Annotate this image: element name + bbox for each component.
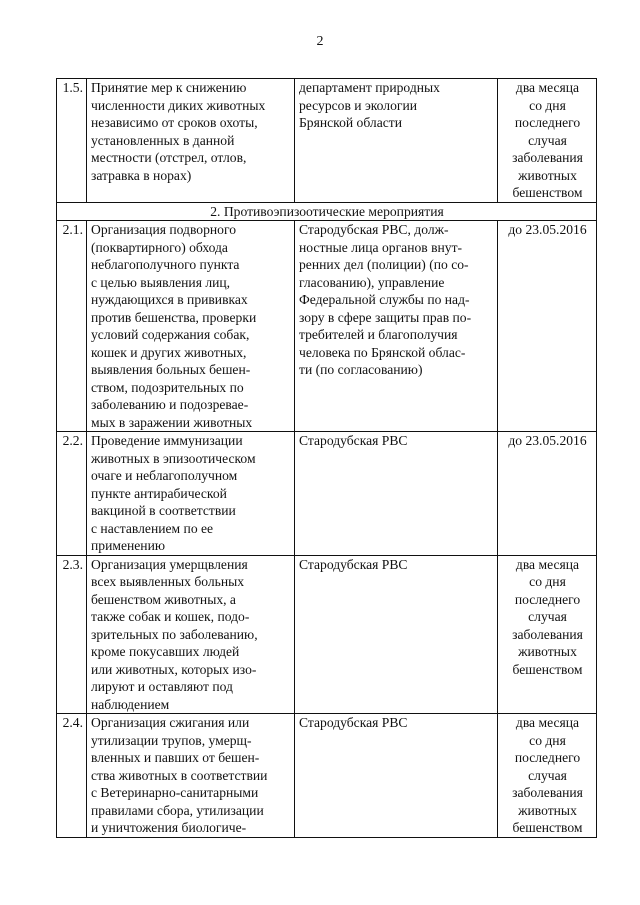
term-cell-line: бешенством <box>512 661 583 677</box>
term-cell <box>498 714 597 838</box>
action-cell-line: кошек и других животных, <box>91 344 247 360</box>
action-cell-line: затравка в норах) <box>91 167 192 183</box>
table-row <box>57 432 597 556</box>
term-cell <box>498 432 597 556</box>
responsible-cell <box>295 555 498 714</box>
term-cell-line: заболевания <box>512 785 583 800</box>
action-cell-line: животных в эпизоотическом <box>91 450 256 466</box>
action-cell-line: условий содержания собак, <box>91 327 250 342</box>
section-row <box>57 202 597 221</box>
term-cell-line: два месяца <box>515 556 580 572</box>
term-cell <box>498 221 597 432</box>
term-cell-line: со дня <box>529 97 566 113</box>
action-cell <box>87 432 295 556</box>
term-cell-line: случая <box>528 609 567 624</box>
responsible-cell-line: ренних дел (полиции) (по со- <box>299 257 469 272</box>
term-cell-line: случая <box>528 767 567 783</box>
action-cell-line: кроме покусавших людей <box>91 644 240 659</box>
responsible-cell-line: Стародубская РВС <box>299 715 408 730</box>
action-cell-line: с целью выявления лиц, <box>91 274 231 290</box>
term-cell-line: последнего <box>514 750 581 765</box>
responsible-cell <box>295 432 498 556</box>
action-cell-line: вленных и павших от бешен- <box>91 750 260 765</box>
table-row <box>57 221 597 432</box>
term-cell-line: заболевания <box>512 626 583 642</box>
action-cell-line: зрительных по заболеванию, <box>91 626 258 642</box>
responsible-cell-line: Стародубская РВС, долж- <box>299 222 449 237</box>
page-number: 2 <box>316 34 324 49</box>
action-cell-line: (поквартирного) обхода <box>91 239 228 255</box>
responsible-cell <box>295 714 498 838</box>
action-cell-line: наблюдением <box>91 696 170 712</box>
action-cell-line: установленных в данной <box>91 132 235 148</box>
action-cell-line: местности (отстрел, отлов, <box>91 150 247 165</box>
action-cell-line: независимо от сроков охоты, <box>91 115 258 130</box>
responsible-cell-line: ресурсов и экологии <box>299 97 418 113</box>
action-cell <box>87 79 295 203</box>
responsible-cell <box>295 221 498 432</box>
term-cell-line: до 23.05.2016 <box>508 433 587 448</box>
action-cell-line: лируют и оставляют под <box>91 679 233 694</box>
responsible-cell-line: Стародубская РВС <box>299 433 408 448</box>
item-number: 2.4. <box>57 714 87 838</box>
action-cell-line: Организация подворного <box>91 222 236 237</box>
action-cell-line: всех выявленных больных <box>91 574 245 589</box>
action-cell-line: с Ветеринарно-санитарными <box>91 785 259 800</box>
action-cell-line: утилизации трупов, умерщ- <box>91 732 252 748</box>
term-cell-line: последнего <box>514 591 581 607</box>
responsible-cell-line: человека по Брянской облас- <box>299 344 466 360</box>
action-cell-line: против бешенства, проверки <box>91 309 257 325</box>
measures-table <box>56 78 597 838</box>
action-cell-line: выявления больных бешен- <box>91 362 251 377</box>
term-cell-line: два месяца <box>515 80 580 95</box>
term-cell <box>498 555 597 714</box>
responsible-cell-line: ти (по согласованию) <box>299 362 423 377</box>
action-cell-line: численности диких животных <box>91 97 266 113</box>
action-cell-line: бешенством животных, а <box>91 591 236 607</box>
action-cell-line: нуждающихся в прививках <box>91 292 248 307</box>
term-cell <box>498 79 597 203</box>
responsible-cell-line: департамент природных <box>299 80 440 95</box>
action-cell-line: мых в заражении животных <box>91 414 253 430</box>
term-cell-line: два месяца <box>515 715 580 730</box>
table-row <box>57 79 597 203</box>
responsible-cell-line: Стародубская РВС <box>299 556 408 572</box>
item-number: 1.5. <box>57 79 87 203</box>
term-cell-line: со дня <box>529 574 566 589</box>
responsible-cell-line: ностные лица органов внут- <box>299 239 463 255</box>
responsible-cell-line: Федеральной службы по над- <box>299 292 470 307</box>
action-cell-line: заболеванию и подозревае- <box>91 397 249 412</box>
term-cell-line: бешенством <box>512 820 583 835</box>
item-number: 2.2. <box>57 432 87 556</box>
action-cell-line: пункте антирабической <box>91 485 227 501</box>
action-cell <box>87 221 295 432</box>
term-cell-line: бешенством <box>512 185 583 200</box>
responsible-cell <box>295 79 498 203</box>
action-cell-line: или животных, которых изо- <box>91 661 257 677</box>
action-cell-line: с наставлением по ее <box>91 520 214 536</box>
item-number: 2.1. <box>57 221 87 432</box>
action-cell-line: неблагополучного пункта <box>91 257 240 272</box>
term-cell-line: животных <box>518 644 577 659</box>
section-title: 2. Противоэпизоотические мероприятия <box>57 202 597 221</box>
action-cell-line: Проведение иммунизации <box>91 433 243 448</box>
action-cell <box>87 555 295 714</box>
term-cell-line: до 23.05.2016 <box>508 222 587 237</box>
action-cell-line: ства животных в соответствии <box>91 767 268 783</box>
term-cell-line: животных <box>518 802 577 818</box>
action-cell-line: правилами сбора, утилизации <box>91 802 264 818</box>
item-number: 2.3. <box>57 555 87 714</box>
term-cell-line: со дня <box>529 732 566 748</box>
action-cell <box>87 714 295 838</box>
table-row <box>57 714 597 838</box>
action-cell-line: вакциной в соответствии <box>91 503 236 518</box>
responsible-cell-line: требителей и благополучия <box>299 327 458 342</box>
action-cell-line: Организация умерщвления <box>91 556 248 572</box>
responsible-cell-line: гласованию), управление <box>299 274 445 290</box>
responsible-cell-line: зору в сфере защиты прав по- <box>299 309 472 325</box>
action-cell-line: очаге и неблагополучном <box>91 468 238 483</box>
responsible-cell-line: Брянской области <box>299 115 402 130</box>
term-cell-line: животных <box>518 167 577 183</box>
table-row <box>57 555 597 714</box>
term-cell-line: последнего <box>514 115 581 130</box>
action-cell-line: применению <box>91 538 165 553</box>
action-cell-line: также собак и кошек, подо- <box>91 609 250 624</box>
term-cell-line: заболевания <box>512 150 583 165</box>
action-cell-line: и уничтожения биологиче- <box>91 820 247 835</box>
measures-table-body <box>57 79 597 838</box>
action-cell-line: Принятие мер к снижению <box>91 80 247 95</box>
term-cell-line: случая <box>528 132 567 148</box>
action-cell-line: Организация сжигания или <box>91 715 250 730</box>
action-cell-line: ством, подозрительных по <box>91 379 244 395</box>
